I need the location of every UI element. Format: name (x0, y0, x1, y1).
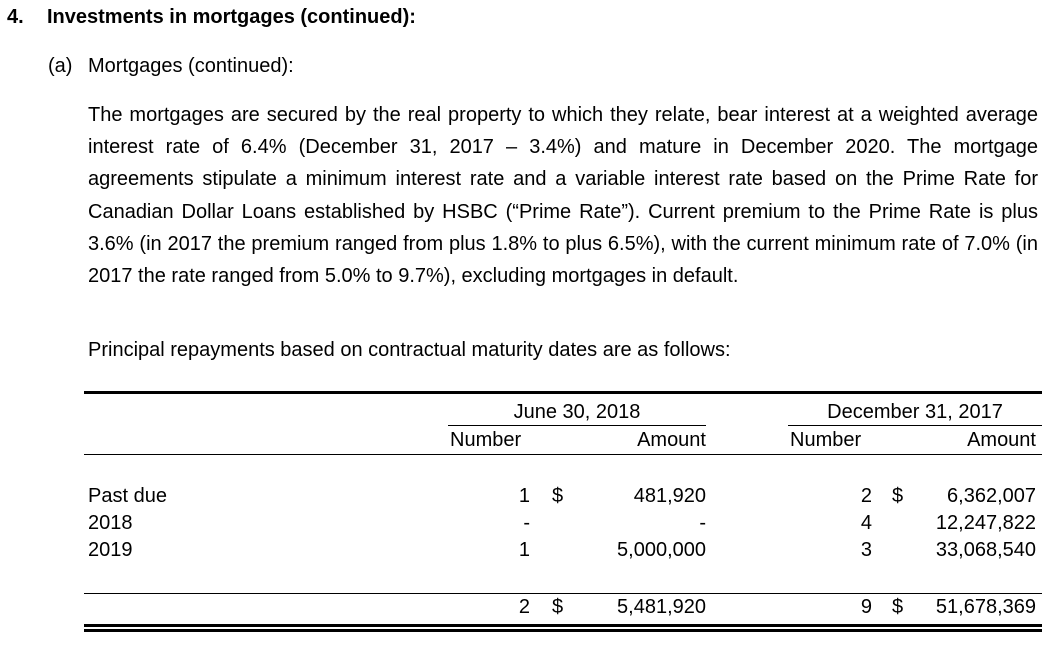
total-jun-number: 2 (518, 596, 530, 618)
total-dec-number: 9 (860, 596, 872, 618)
dec-amount: 6,362,007 (947, 485, 1036, 507)
row-label: 2019 (88, 539, 133, 561)
dec-number: 3 (860, 539, 872, 561)
section-heading (7, 6, 416, 29)
header-rule (84, 454, 1042, 455)
jun-number: 1 (518, 485, 530, 507)
group-header-dec-2017: December 31, 2017 (788, 401, 1042, 426)
table-intro-text: Principal repayments based on contractual maturity dates are as follows: (88, 339, 731, 361)
jun-number: 1 (518, 539, 530, 561)
row-label: 2018 (88, 512, 133, 534)
subsection-label: (a) (48, 55, 73, 77)
dec-amount: 33,068,540 (935, 539, 1036, 561)
dec-currency: $ (892, 485, 904, 507)
total-double-rule-top (84, 624, 1042, 627)
jun-amount: 5,000,000 (617, 539, 706, 561)
principal-repayments-table (84, 391, 1042, 641)
section-number: 4. (7, 6, 24, 28)
col-header-dec-number: Number (790, 429, 862, 451)
table-top-rule (84, 391, 1042, 394)
total-dec-currency: $ (892, 596, 904, 618)
col-header-jun-number: Number (450, 429, 522, 451)
total-dec-amount: 51,678,369 (935, 596, 1036, 618)
total-jun-amount: 5,481,920 (617, 596, 706, 618)
col-header-dec-amount: Amount (967, 429, 1036, 451)
dec-number: 2 (860, 485, 872, 507)
subsection-heading (48, 55, 294, 78)
subtotal-rule (84, 593, 1042, 594)
section-title: Investments in mortgages (continued): (47, 6, 416, 28)
jun-currency: $ (552, 485, 564, 507)
subsection-title: Mortgages (continued): (88, 55, 294, 77)
jun-number: - (523, 512, 530, 534)
dec-amount: 12,247,822 (935, 512, 1036, 534)
jun-amount: - (699, 512, 706, 534)
group-header-june-2018: June 30, 2018 (448, 401, 706, 426)
mortgage-description-paragraph: The mortgages are secured by the real property to which they relate, bear interest at a weighted average interest rate of 6.4% (December 31, 2017 – 3.4%) and mature in December 2020. The mortgage agreements stipulate a minimum interest rate and a variable interest rate based on the Prime Rate for Canadian Dollar Loans established by HSBC (“Prime Rate”). Current premium to the Prime Rate is plus 3.6% (in 2017 the premium ranged from plus 1.8% to plus 6.5%), with the current minimum rate of 7.0% (in 2017 the rate ranged from 5.0% to 9.7%), excluding mortgages in default. (88, 104, 1038, 288)
total-jun-currency: $ (552, 596, 564, 618)
col-header-jun-amount: Amount (637, 429, 706, 451)
jun-amount: 481,920 (633, 485, 706, 507)
dec-number: 4 (860, 512, 872, 534)
total-double-rule-bottom (84, 629, 1042, 632)
row-label: Past due (88, 485, 167, 507)
